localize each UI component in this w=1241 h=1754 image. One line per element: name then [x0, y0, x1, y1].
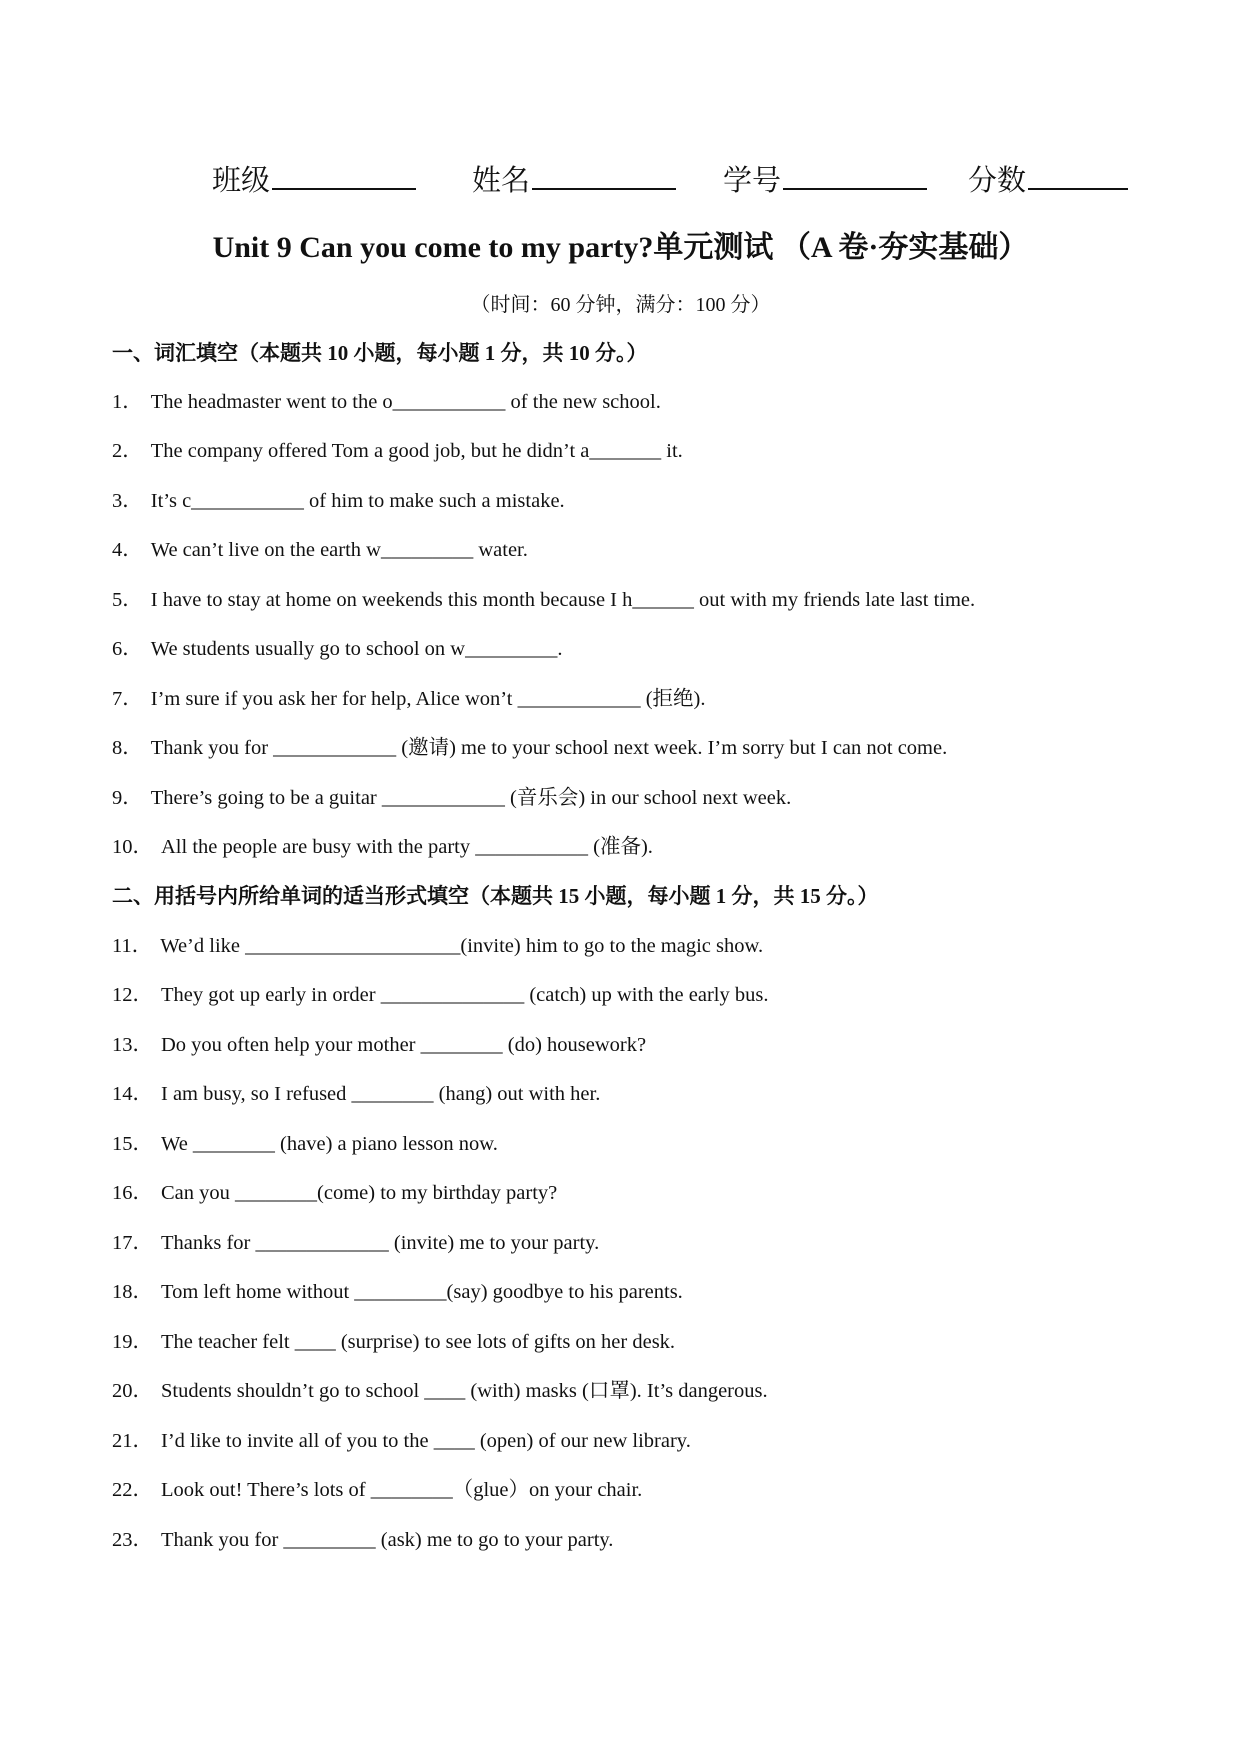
question-item: [112, 1079, 600, 1109]
question-text: We’d like _____________________(invite) him to go to the magic show.: [160, 935, 764, 957]
class-field: [212, 158, 416, 201]
question-item: [112, 1228, 599, 1258]
question-item: [112, 1376, 768, 1406]
question-number: 17．: [112, 1232, 153, 1254]
question-item: [112, 585, 975, 615]
question-text: Can you ________(come) to my birthday party?: [161, 1182, 558, 1204]
score-field: [968, 158, 1128, 201]
question-number: 18．: [112, 1281, 153, 1303]
question-item: [112, 436, 683, 466]
question-number: 13．: [112, 1034, 153, 1056]
student-id-blank[interactable]: [783, 158, 927, 190]
question-number: 6．: [112, 638, 143, 660]
question-item: [112, 1178, 557, 1208]
question-number: 23．: [112, 1529, 153, 1551]
question-number: 1．: [112, 391, 143, 413]
question-number: 10．: [112, 836, 153, 858]
name-field: [472, 158, 676, 201]
question-number: 22．: [112, 1479, 153, 1501]
name-blank[interactable]: [532, 158, 676, 190]
exam-time-info: （时间：60 分钟，满分：100 分）: [470, 294, 771, 316]
question-number: 9．: [112, 787, 143, 809]
section-2-heading: 二、用括号内所给单词的适当形式填空（本题共 15 小题，每小题 1 分，共 15 分。）: [112, 884, 879, 908]
question-item: [112, 1277, 683, 1307]
section-1-heading: 一、词汇填空（本题共 10 小题，每小题 1 分，共 10 分。）: [112, 341, 648, 365]
question-text: Look out! There’s lots of ________（glue）on your chair.: [161, 1479, 643, 1501]
question-item: [112, 684, 705, 714]
score-label: 分数: [968, 165, 1027, 197]
question-item: [112, 1129, 498, 1159]
question-number: 14．: [112, 1083, 153, 1105]
question-number: 21．: [112, 1430, 153, 1452]
score-blank[interactable]: [1028, 158, 1128, 190]
question-text: We students usually go to school on w_________.: [150, 638, 563, 660]
question-text: I have to stay at home on weekends this month because I h______ out with my friends late last time.: [150, 589, 976, 611]
question-text: We ________ (have) a piano lesson now.: [161, 1133, 498, 1155]
question-item: [112, 634, 563, 664]
page-title: Unit 9 Can you come to my party?单元测试 （A 卷·夯实基础）: [212, 231, 1029, 264]
question-number: 3．: [112, 490, 143, 512]
name-label: 姓名: [472, 165, 531, 197]
question-text: I’d like to invite all of you to the ____ (open) of our new library.: [161, 1430, 691, 1452]
question-item: [112, 486, 565, 516]
question-text: Students shouldn’t go to school ____ (with) masks (口罩). It’s dangerous.: [161, 1380, 768, 1402]
student-id-label: 学号: [723, 165, 782, 197]
question-text: Thanks for _____________ (invite) me to your party.: [161, 1232, 600, 1254]
question-number: 15．: [112, 1133, 153, 1155]
question-text: There’s going to be a guitar ____________ (音乐会) in our school next week.: [150, 787, 792, 809]
question-text: Do you often help your mother ________ (do) housework?: [161, 1034, 647, 1056]
question-item: [112, 1327, 675, 1357]
question-text: We can’t live on the earth w_________ water.: [150, 539, 528, 561]
question-item: [112, 832, 653, 862]
question-number: 2．: [112, 440, 143, 462]
question-number: 5．: [112, 589, 143, 611]
question-item: [112, 535, 528, 565]
question-text: I’m sure if you ask her for help, Alice won’t ____________ (拒绝).: [150, 688, 706, 710]
question-number: 4．: [112, 539, 143, 561]
question-item: [112, 783, 791, 813]
question-text: It’s c___________ of him to make such a mistake.: [150, 490, 565, 512]
question-text: Tom left home without _________(say) goodbye to his parents.: [161, 1281, 683, 1303]
question-item: [112, 931, 763, 961]
question-number: 12．: [112, 984, 153, 1006]
question-text: The teacher felt ____ (surprise) to see lots of gifts on her desk.: [161, 1331, 676, 1353]
question-number: 20．: [112, 1380, 153, 1402]
question-text: The headmaster went to the o___________ of the new school.: [150, 391, 661, 413]
question-text: Thank you for _________ (ask) me to go to your party.: [161, 1529, 614, 1551]
question-text: All the people are busy with the party ___________ (准备).: [161, 836, 653, 858]
question-number: 8．: [112, 737, 143, 759]
question-item: [112, 1030, 646, 1060]
class-label: 班级: [212, 165, 271, 197]
question-number: 11．: [112, 935, 153, 957]
question-text: They got up early in order ______________ (catch) up with the early bus.: [161, 984, 769, 1006]
question-item: [112, 1525, 613, 1555]
student-id-field: [723, 158, 927, 201]
student-info-row: [0, 158, 1241, 208]
question-text: The company offered Tom a good job, but he didn’t a_______ it.: [150, 440, 683, 462]
question-text: I am busy, so I refused ________ (hang) out with her.: [161, 1083, 601, 1105]
question-item: [112, 980, 768, 1010]
question-item: [112, 387, 661, 417]
question-number: 16．: [112, 1182, 153, 1204]
class-blank[interactable]: [272, 158, 416, 190]
question-number: 19．: [112, 1331, 153, 1353]
question-number: 7．: [112, 688, 143, 710]
question-text: Thank you for ____________ (邀请) me to your school next week. I’m sorry but I can not come.: [150, 737, 948, 759]
question-item: [112, 1475, 642, 1505]
question-item: [112, 733, 947, 763]
question-item: [112, 1426, 691, 1456]
